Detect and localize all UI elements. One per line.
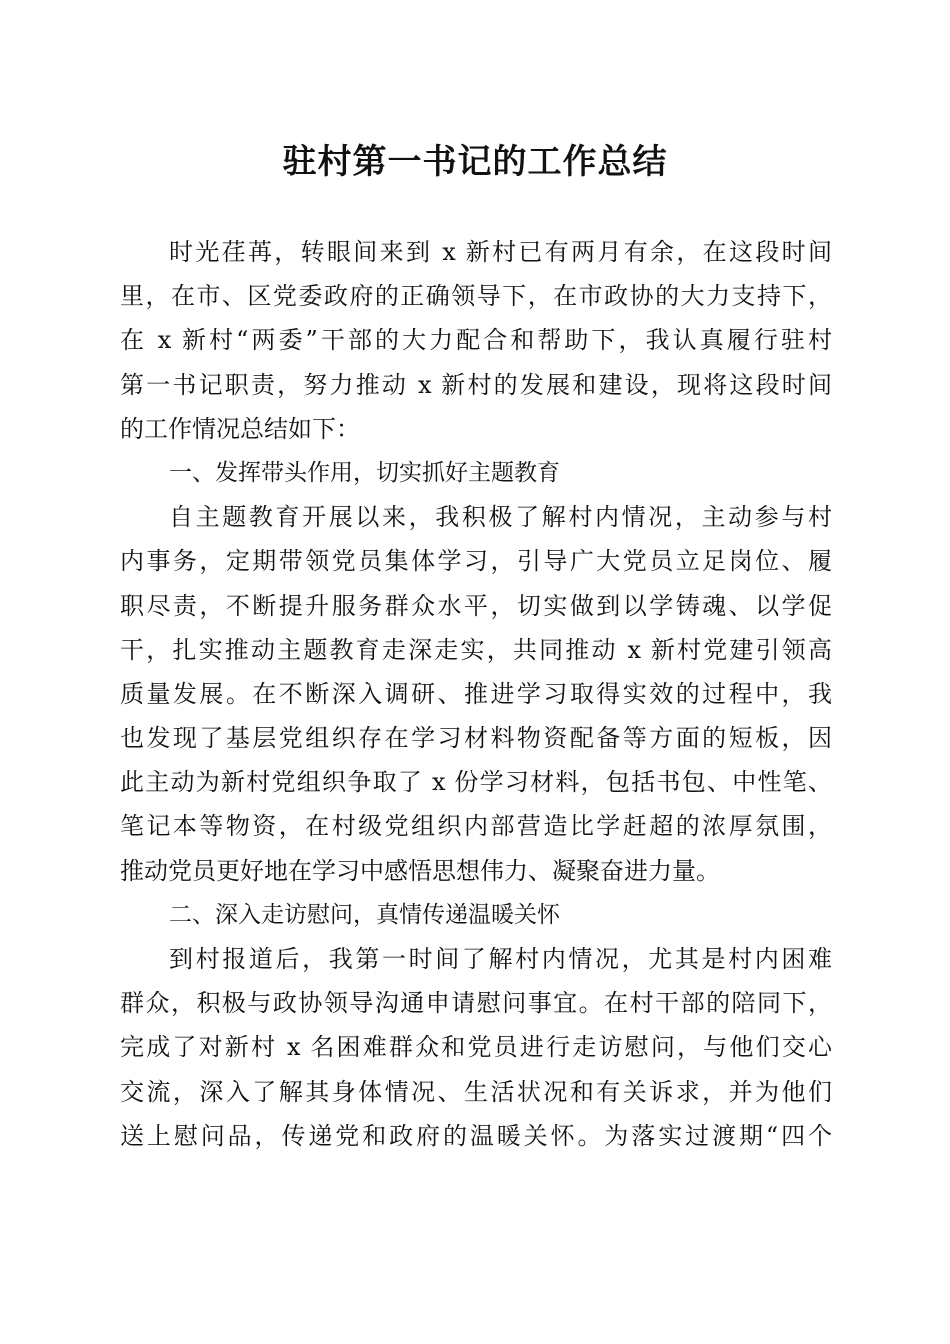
section-heading: 二、深入走访慰问，真情传递温暖关怀	[169, 901, 560, 928]
paragraph-line: 职尽责，不断提升服务群众水平，切实做到以学铸魂、以学促	[120, 591, 832, 620]
paragraph-line: 第一书记职责，努力推动 x 新村的发展和建设，现将这段时间	[120, 370, 832, 399]
document-title: 驻村第一书记的工作总结	[282, 142, 668, 182]
paragraph-line: 群众，积极与政协领导沟通申请慰问事宜。在村干部的陪同下，	[120, 989, 832, 1018]
document-body	[120, 230, 832, 1158]
paragraph-line: 送上慰问品，传递党和政府的温暖关怀。为落实过渡期“四个	[120, 1121, 832, 1150]
paragraph-line: 内事务，定期带领党员集体学习，引导广大党员立足岗位、履	[120, 547, 832, 576]
paragraph-line: 自主题教育开展以来，我积极了解村内情况，主动参与村	[169, 503, 832, 532]
paragraph-line: 在 x 新村“两委”干部的大力配合和帮助下，我认真履行驻村	[120, 326, 832, 355]
paragraph-line: 干，扎实推动主题教育走深走实，共同推动 x 新村党建引领高	[120, 635, 832, 664]
paragraph-line: 交流，深入了解其身体情况、生活状况和有关诉求，并为他们	[120, 1077, 832, 1106]
paragraph-line: 里，在市、区党委政府的正确领导下，在市政协的大力支持下，	[120, 282, 832, 311]
paragraph-line: 时光荏苒，转眼间来到 x 新村已有两月有余，在这段时间	[169, 238, 832, 266]
paragraph-line: 到村报道后，我第一时间了解村内情况，尤其是村内困难	[169, 945, 832, 973]
paragraph-line: 完成了对新村 x 名困难群众和党员进行走访慰问，与他们交心	[120, 1033, 832, 1062]
paragraph-line: 推动党员更好地在学习中感悟思想伟力、凝聚奋进力量。	[120, 856, 720, 885]
paragraph-line: 此主动为新村党组织争取了 x 份学习材料，包括书包、中性笔、	[120, 768, 832, 797]
section-heading: 一、发挥带头作用，切实抓好主题教育	[169, 459, 560, 486]
paragraph-line: 质量发展。在不断深入调研、推进学习取得实效的过程中，我	[120, 679, 832, 708]
paragraph-line: 也发现了基层党组织存在学习材料物资配备等方面的短板，因	[120, 724, 832, 753]
paragraph-line: 的工作情况总结如下：	[120, 414, 360, 443]
paragraph-line: 笔记本等物资，在村级党组织内部营造比学赶超的浓厚氛围，	[120, 812, 832, 841]
